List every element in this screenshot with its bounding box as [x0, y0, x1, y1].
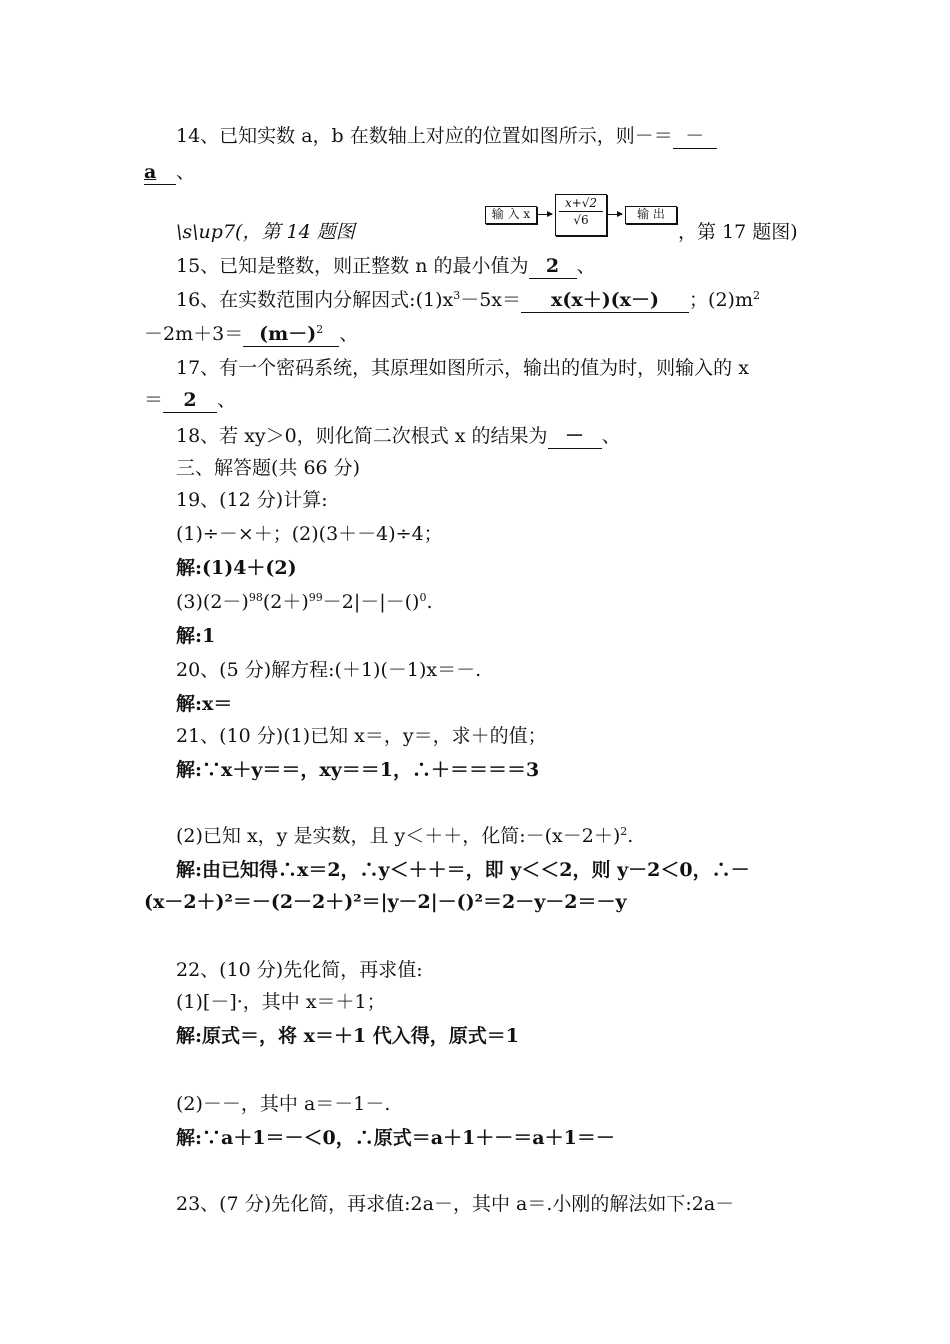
q22-solution1: 解:原式＝，将 x＝＋1 代入得，原式＝1 — [176, 1025, 520, 1047]
q19-part1: (1)÷－×＋；(2)(3＋－4)÷4； — [176, 523, 443, 545]
flowchart-arrow-1 — [538, 214, 552, 215]
q20-solution: 解:x＝ — [176, 693, 233, 715]
q21-solution2-line1: 解:由已知得∴x＝2，∴y＜＋＋＝，即 y＜＜2，则 y－2＜0，∴－ — [176, 859, 750, 881]
q17-figure-caption: ，第 17 题图) — [678, 221, 798, 243]
q23-title: 23、(7 分)先化简，再求值:2a－，其中 a＝.小刚的解法如下:2a－ — [176, 1193, 735, 1215]
q19-title: 19、(12 分)计算: — [176, 489, 328, 511]
flowchart-arrow-2 — [608, 214, 622, 215]
q14-answer-blank-cont: a — [144, 160, 176, 185]
q14-line1: 14、已知实数 a，b 在数轴上对应的位置如图所示，则－＝ － — [176, 122, 717, 150]
q16-line2: $-2m+3= (m-)^2$ 、 — [144, 323, 359, 345]
q21-solution1: 解:∵x＋y＝＝，xy＝＝1，∴＋＝＝＝＝3 — [176, 759, 540, 781]
q21-title: 21、(10 分)(1)已知 x＝，y＝，求＋的值； — [176, 725, 547, 747]
q19-solution3: 解:1 — [176, 625, 216, 647]
q17-line2: ＝ 2 、 — [144, 389, 237, 411]
q14-line2: a 、 — [144, 161, 196, 183]
flowchart-output-box: 输 出 — [625, 206, 677, 224]
section-3-heading: 三、解答题(共 66 分) — [176, 457, 361, 479]
q16-answer2-blank: $(m-)^2$ — [243, 322, 339, 347]
q20-title: 20、(5 分)解方程:(＋1)(－1)x＝－. — [176, 659, 482, 681]
q21-part2: (2)已知 x，y 是实数，且 y＜＋＋，化简$:-(x-2+)^2$. — [176, 825, 634, 847]
q15-answer-blank: 2 — [529, 254, 577, 279]
q17-answer-blank: 2 — [163, 388, 217, 413]
flowchart-input-box: 输 入 x — [485, 206, 537, 224]
q22-part1: (1)[－]·，其中 x＝＋1； — [176, 991, 386, 1013]
q17-line1: 17、有一个密码系统，其原理如图所示，输出的值为时，则输入的 x — [176, 357, 749, 379]
q14-answer-blank: － — [673, 124, 717, 149]
q15-line: 15、已知是整数，则正整数 n 的最小值为 2 、 — [176, 255, 596, 277]
flowchart-formula-box: x+√2 √6 — [555, 194, 607, 236]
q22-title: 22、(10 分)先化简，再求值: — [176, 959, 423, 981]
q22-part2: (2)－－，其中 a＝－1－. — [176, 1093, 391, 1115]
q16-line1: 16、在实数范围内分解因式$:(1)x^3-5x= x(x+)(x-)$ ；$(2)m^2$ — [176, 289, 760, 311]
q21-solution2-line2: (x－2＋)²＝－(2－2＋)²＝|y－2|－()²＝2－y－2＝－y — [144, 891, 627, 913]
q14-figure-caption: \s\up7(，第 14 题图 — [176, 221, 355, 243]
q19-solution1: 解:(1)4＋(2) — [176, 557, 297, 579]
q22-solution2: 解:∵a＋1＝－＜0，∴原式＝a＋1＋－＝a＋1＝－ — [176, 1127, 615, 1149]
q16-answer1-blank: x(x＋)(x－) — [521, 288, 689, 313]
q19-part3: $(3)(2-)^{98}(2+)^{99}-2|-|-()^0$. — [176, 591, 433, 613]
q18-answer-blank: － — [548, 424, 602, 449]
q18-line: 18、若 xy＞0，则化简二次根式 x 的结果为 － 、 — [176, 425, 621, 447]
